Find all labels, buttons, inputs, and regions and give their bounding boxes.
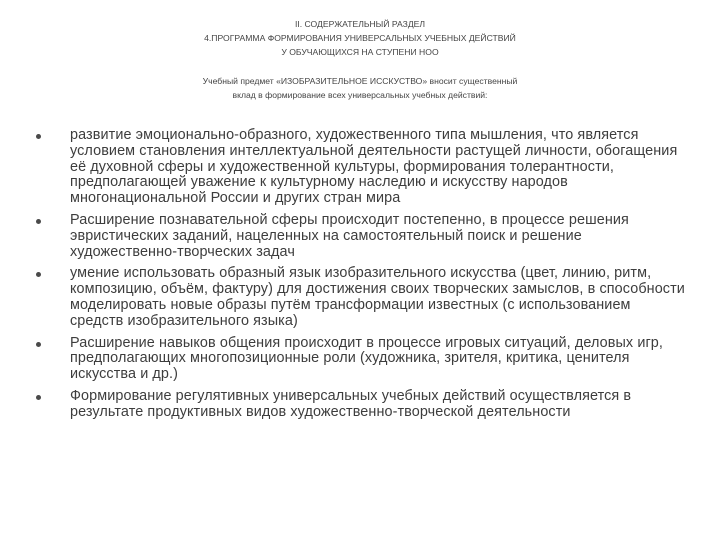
intro-line-1: Учебный предмет «ИЗОБРАЗИТЕЛЬНОЕ ИССКУСТВО» вносит существенный bbox=[202, 76, 518, 86]
list-item bbox=[36, 266, 686, 329]
section-title: II. СОДЕРЖАТЕЛЬНЫЙ РАЗДЕЛ bbox=[294, 19, 426, 29]
list-item bbox=[36, 389, 686, 421]
list-item bbox=[36, 128, 686, 207]
list-item bbox=[36, 336, 686, 383]
bullet-icon bbox=[36, 395, 41, 400]
bullet-icon bbox=[36, 134, 41, 139]
intro-text bbox=[0, 74, 720, 102]
list-item bbox=[36, 213, 686, 260]
bullet-icon bbox=[36, 272, 41, 277]
list-item-text: Расширение навыков общения происходит в процессе игровых ситуаций, деловых игр, предполагающих многопозиционные роли (художника, зрителя, критика, ценителя искусства и др.) bbox=[70, 334, 664, 383]
bullet-icon bbox=[36, 342, 41, 347]
program-subtitle: У ОБУЧАЮЩИХСЯ НА СТУПЕНИ НОО bbox=[281, 47, 439, 57]
intro-line-2: вклад в формирование всех универсальных учебных действий: bbox=[232, 90, 488, 100]
bullet-icon bbox=[36, 219, 41, 224]
program-title: 4.ПРОГРАММА ФОРМИРОВАНИЯ УНИВЕРСАЛЬНЫХ УЧЕБНЫХ ДЕЙСТВИЙ bbox=[204, 33, 516, 43]
list-item-text: Формирование регулятивных универсальных учебных действий осуществляется в результате продуктивных видов художественно-творческой деятельности bbox=[70, 387, 632, 420]
list-item-text: умение использовать образный язык изобразительного искусства (цвет, линию, ритм, композицию, объём, фактуру) для достижения своих творческих замыслов, в способности моделировать новые образы путём трансформации известных (с использованием средств изобразительного языка) bbox=[70, 265, 685, 329]
section-header bbox=[0, 17, 720, 59]
bullet-list bbox=[36, 128, 686, 427]
list-item-text: развитие эмоционально-образного, художественного типа мышления, что является условием становления интеллектуальной деятельности растущей личности, обогащения её духовной сферы и художественной культуры, формирования толерантности, предполагающей уважение к культурному наследию и искусству народов многонациональной России и других стран мира bbox=[70, 127, 678, 207]
list-item-text: Расширение познавательной сферы происходит постепенно, в процессе решения эвристических заданий, нацеленных на самостоятельный поиск и решение художественно-творческих задач bbox=[70, 211, 629, 260]
